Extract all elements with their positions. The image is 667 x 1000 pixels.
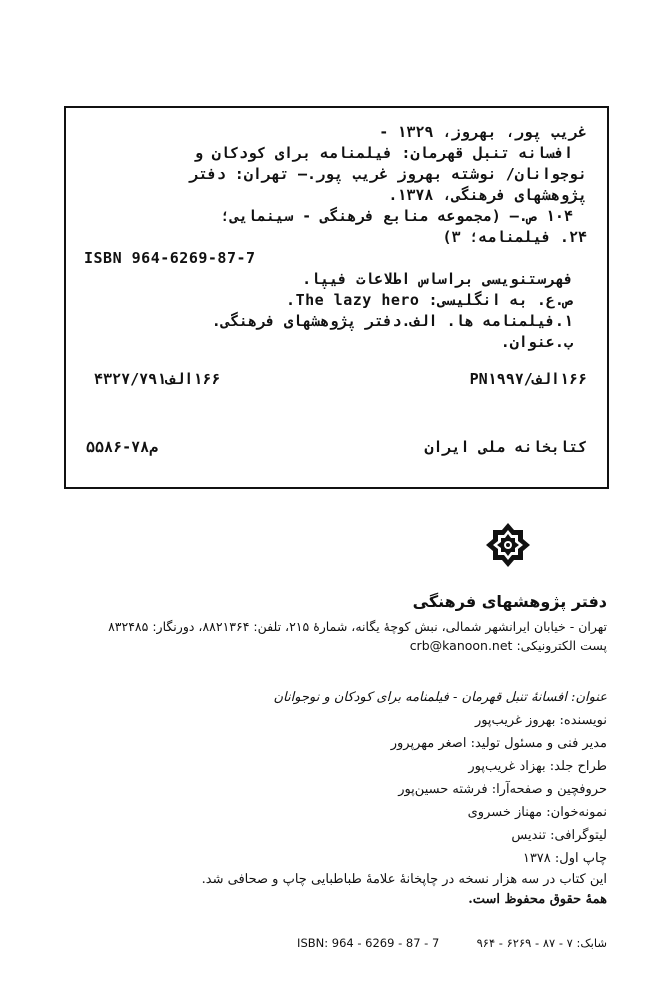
lc-classification: ۱۶۶الف/PN۱۹۹۷ bbox=[469, 370, 587, 388]
rights-notice: همهٔ حقوق محفوظ است. bbox=[468, 892, 607, 907]
publisher-email-row bbox=[108, 638, 607, 653]
cip-author-line: غریب پور، بهروز، ۱۳۲۹ - bbox=[379, 123, 587, 141]
edition-credit: چاپ اول: ۱۳۷۸ bbox=[522, 851, 607, 866]
classification-row bbox=[94, 370, 587, 388]
isbn-row bbox=[297, 936, 607, 950]
publisher-address: تهران - خیابان ایرانشهر شمالی، نبش کوچهٔ یگانه، شمارهٔ ۲۱۵، تلفن: ۸۸۲۱۳۶۴، دورنگار: ۸۳۲۴۸۵ bbox=[108, 619, 607, 634]
cover-designer-credit: طراح جلد: بهزاد غریب‌پور bbox=[468, 759, 607, 774]
cip-subject-line: ۱.فیلمنامه ها. الف.دفتر پژوهشهای فرهنگی. bbox=[211, 312, 573, 330]
cip-note-line: فهرستنویسی براساس اطلاعات فیپا. bbox=[302, 270, 573, 288]
publisher-name: دفتر پژوهشهای فرهنگی bbox=[412, 592, 607, 611]
isbn-persian: شابک: ۷ - ۸۷ - ۶۲۶۹ - ۹۶۴ bbox=[476, 936, 607, 950]
email-label: پست الکترونیکی: bbox=[516, 638, 607, 653]
national-library-name: کتابخانه ملی ایران bbox=[424, 438, 587, 456]
isbn-latin: ISBN: 964 - 6269 - 87 - 7 bbox=[297, 936, 440, 950]
book-title-credit: عنوان: افسانهٔ تنبل قهرمان - فیلمنامه برای کودکان و نوجوانان bbox=[273, 690, 607, 705]
national-library-number: م۷۸-۵۵۸۶ bbox=[86, 438, 159, 456]
cip-series-line: ۲۴. فیلمنامه؛ ۳) bbox=[442, 228, 587, 246]
email-address[interactable]: crb@kanoon.net bbox=[409, 638, 513, 653]
cip-record-box bbox=[64, 106, 609, 489]
lithography-credit: لیتوگرافی: تندیس bbox=[511, 828, 607, 843]
cip-title-line: افسانه تنبل قهرمان: فیلمنامه برای کودکان و bbox=[193, 144, 573, 162]
cip-publisher-line: پژوهشهای فرهنگی، ۱۳۷۸. bbox=[388, 186, 587, 204]
cip-english-title-line: ص.ع. به انگلیسی: The lazy hero. bbox=[286, 291, 573, 309]
cip-pages-line: ۱۰۴ ص.— (مجموعه منابع فرهنگی - سینمایی؛ bbox=[220, 207, 573, 225]
credits-block bbox=[40, 686, 607, 911]
manager-credit: مدیر فنی و مسئول تولید: اصغر مهرپرور bbox=[390, 736, 607, 751]
dewey-classification: ۱۶۶الف۴۳۲۷/۷۹۱ bbox=[94, 370, 221, 388]
publisher-logo-ornament bbox=[485, 522, 531, 568]
print-run-note: این کتاب در سه هزار نسخه در چاپخانهٔ علامهٔ طباطبایی چاپ و صحافی شد. bbox=[201, 872, 607, 887]
proofreader-credit: نمونه‌خوان: مهناز خسروی bbox=[467, 805, 607, 820]
library-row bbox=[86, 438, 587, 456]
cip-title-entry-line: ب.عنوان. bbox=[500, 333, 573, 351]
cip-isbn-line: ISBN 964-6269-87-7 bbox=[84, 249, 256, 267]
publisher-block bbox=[108, 592, 607, 653]
typesetter-credit: حروفچین و صفحه‌آرا: فرشته حسین‌پور bbox=[398, 782, 607, 797]
author-credit: نویسنده: بهروز غریب‌پور bbox=[474, 713, 607, 728]
cip-title-line-2: نوجوانان/ نوشته بهروز غریب پور.— تهران: دفتر bbox=[189, 165, 587, 183]
